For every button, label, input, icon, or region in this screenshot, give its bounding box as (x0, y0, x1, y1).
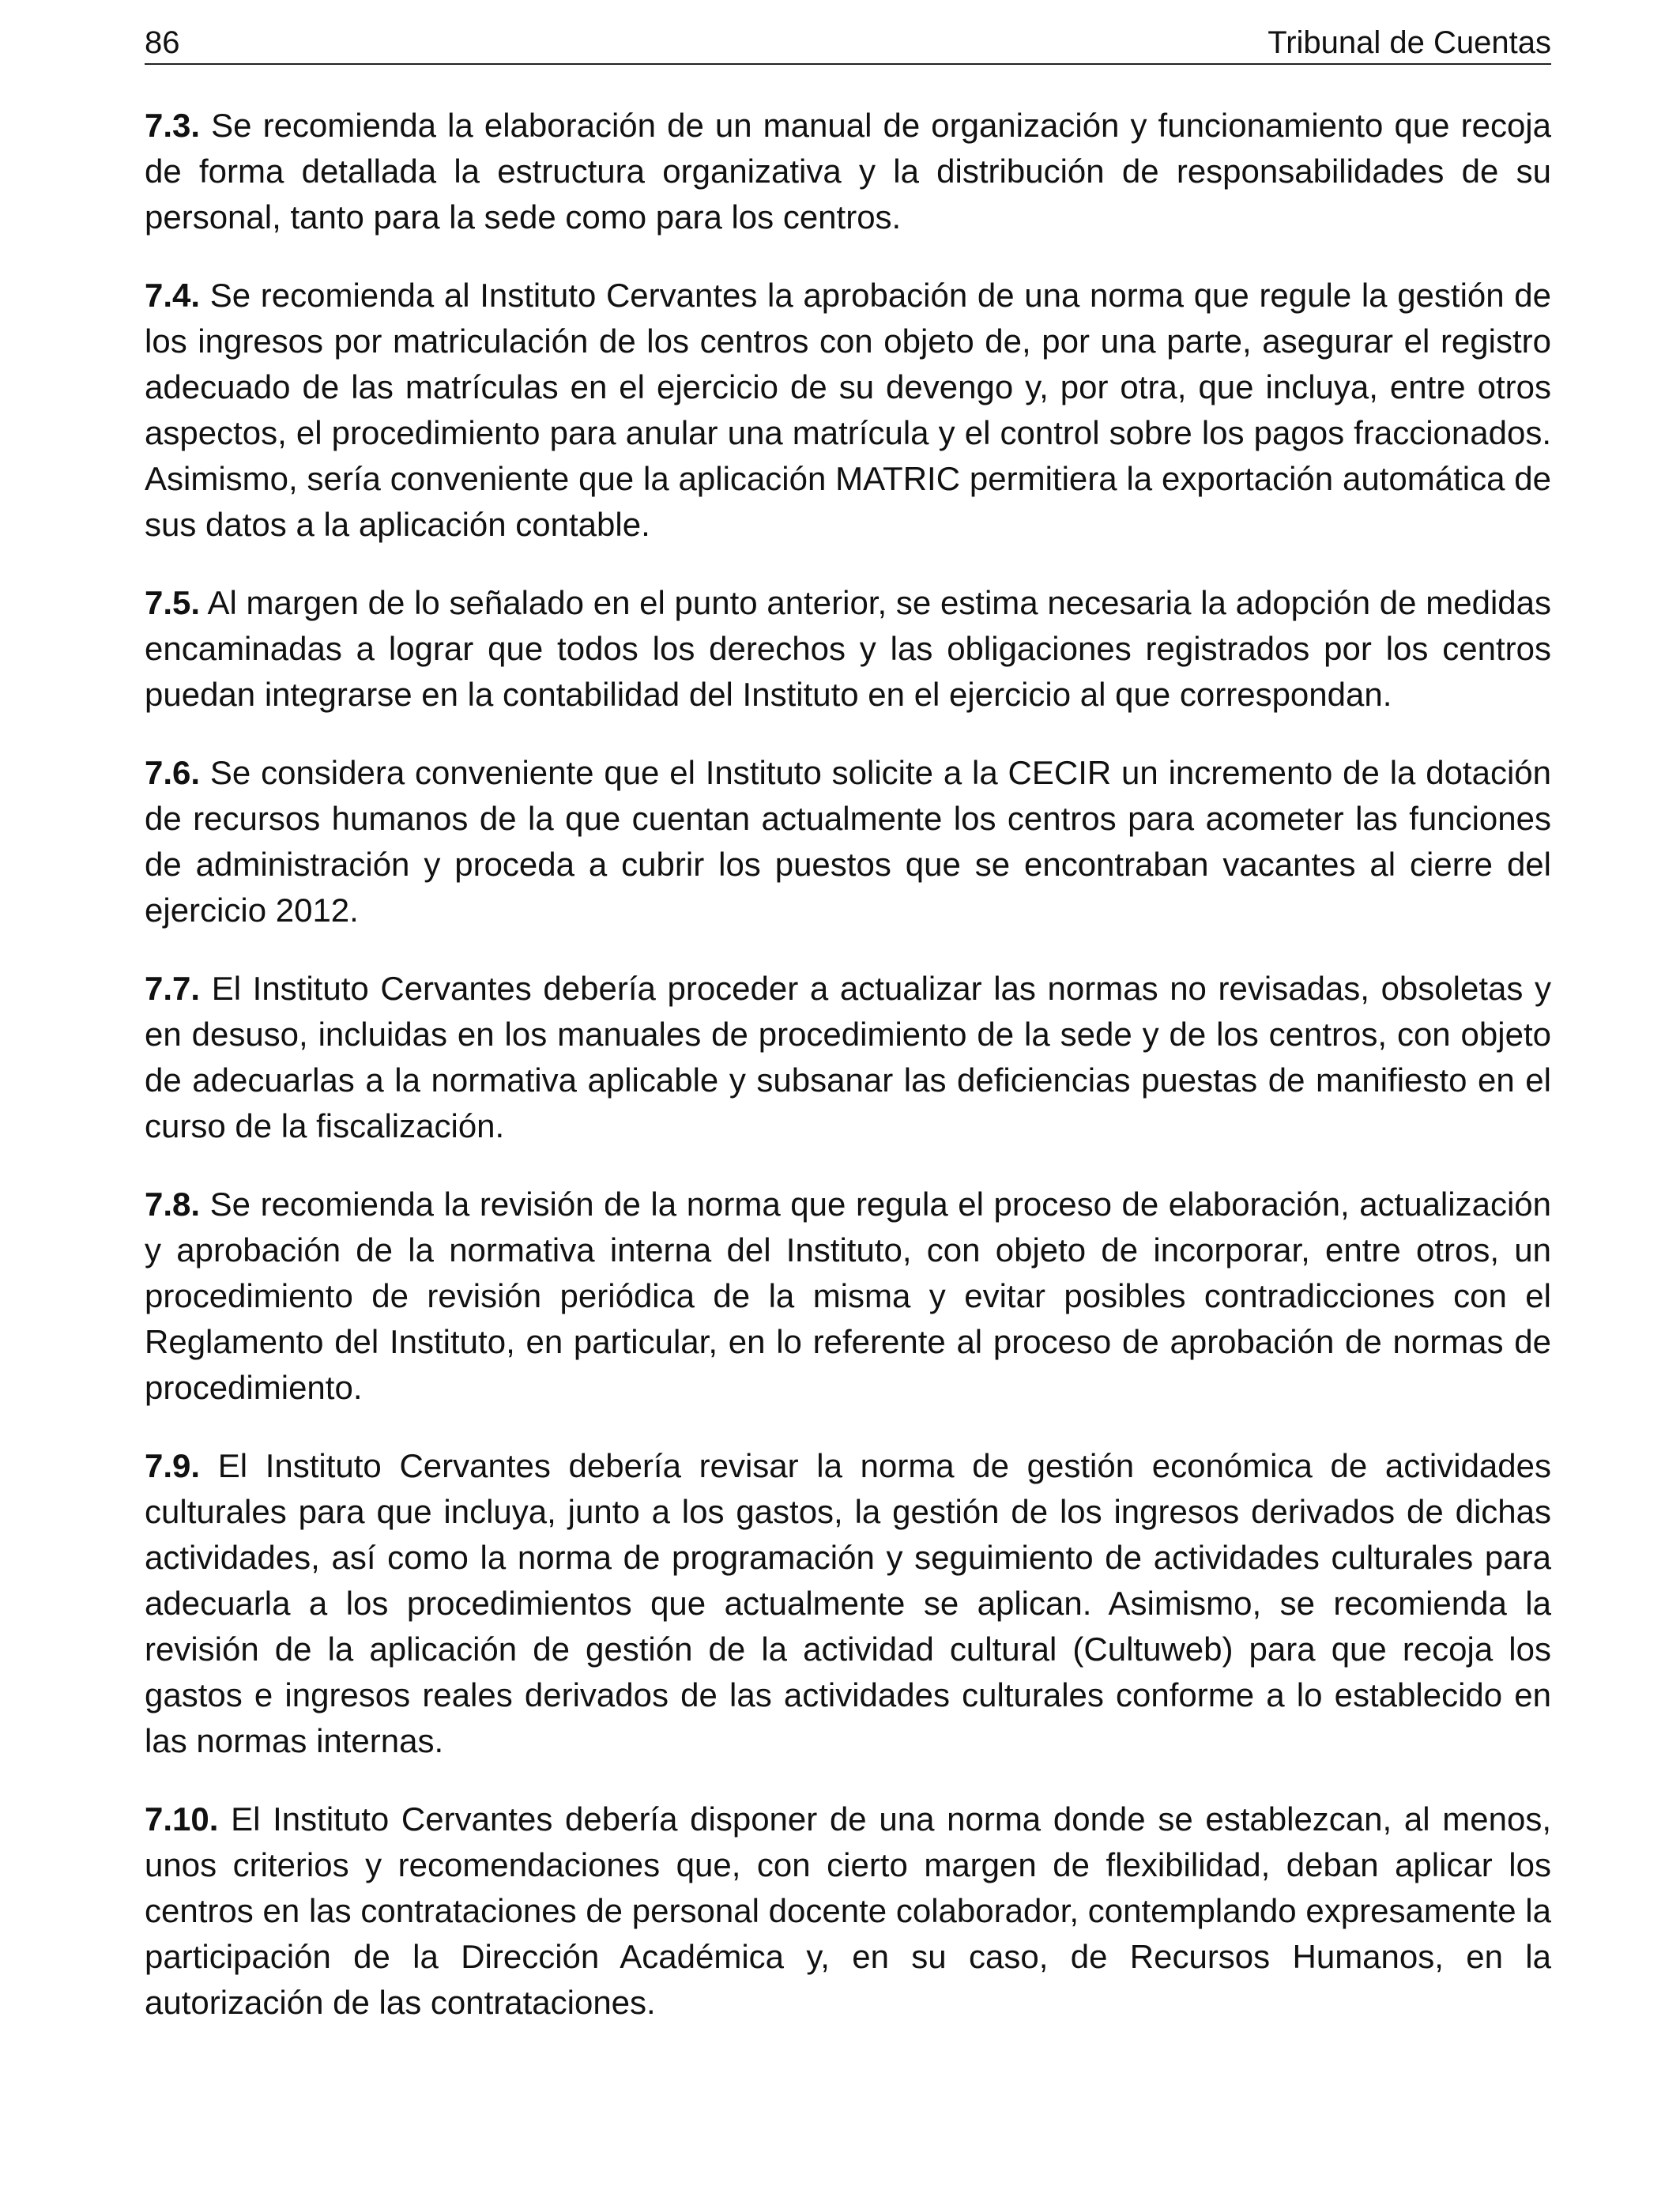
recommendation-7-5 (145, 580, 1551, 718)
recommendation-text: Se recomienda al Instituto Cervantes la aprobación de una norma que regule la gestión de los ingresos por matriculación de los centros con objeto de, por una parte, asegurar el registro adecuado de las matrículas en el ejercicio de su devengo y, por otra, que incluya, entre otros aspectos, el procedimiento para anular una matrícula y el control sobre los pagos fraccionados. Asimismo, sería conveniente que la aplicación MATRIC permitiera la exportación automática de sus datos a la aplicación contable. (145, 277, 1552, 543)
recommendation-7-9 (145, 1443, 1551, 1764)
recommendation-number: 7.6. (145, 754, 201, 791)
recommendation-7-10 (145, 1796, 1551, 2026)
recommendation-number: 7.3. (145, 107, 201, 144)
recommendation-text: El Instituto Cervantes debería disponer de una norma donde se establezcan, al menos, unos criterios y recomendaciones que, con cierto margen de flexibilidad, deban aplicar los centros en las contrataciones de personal docente colaborador, contemplando expresamente la participación de la Dirección Académica y, en su caso, de Recursos Humanos, en la autorización de las contrataciones. (145, 1800, 1551, 2021)
running-title: Tribunal de Cuentas (1268, 25, 1551, 60)
recommendation-text: El Instituto Cervantes debería proceder a actualizar las normas no revisadas, obsoletas y en desuso, incluidas en los manuales de procedimiento de la sede y de los centros, con objeto de adecuarlas a la normativa aplicable y subsanar las deficiencias puestas de manifiesto en el curso de la fiscalización. (145, 970, 1551, 1144)
recommendation-7-6 (145, 750, 1551, 933)
recommendation-number: 7.5. (145, 584, 201, 621)
recommendation-text: Se considera conveniente que el Instituto solicite a la CECIR un incremento de la dotación de recursos humanos de la que cuentan actualmente los centros para acometer las funciones de administración y proceda a cubrir los puestos que se encontraban vacantes al cierre del ejercicio 2012. (145, 754, 1552, 929)
recommendation-7-7 (145, 966, 1551, 1149)
recommendation-number: 7.9. (145, 1447, 201, 1484)
recommendation-7-3 (145, 103, 1551, 240)
recommendation-number: 7.4. (145, 277, 201, 314)
recommendation-text: Al margen de lo señalado en el punto anterior, se estima necesaria la adopción de medidas encaminadas a lograr que todos los derechos y las obligaciones registrados por los centros puedan integrarse en la contabilidad del Instituto en el ejercicio al que correspondan. (145, 584, 1551, 713)
recommendation-number: 7.8. (145, 1186, 201, 1223)
recommendation-text: Se recomienda la elaboración de un manual de organización y funcionamiento que recoja de forma detallada la estructura organizativa y la distribución de responsabilidades de su personal, tanto para la sede como para los centros. (145, 107, 1551, 236)
recommendation-number: 7.10. (145, 1800, 219, 1838)
recommendation-7-4 (145, 273, 1551, 548)
recommendations-list (145, 103, 1551, 2058)
page-number: 86 (145, 25, 180, 60)
recommendation-text: El Instituto Cervantes debería revisar la norma de gestión económica de actividades culturales para que incluya, junto a los gastos, la gestión de los ingresos derivados de dichas actividades, así como la norma de programación y seguimiento de actividades culturales para adecuarla a los procedimientos que actualmente se aplican. Asimismo, se recomienda la revisión de la aplicación de gestión de la actividad cultural (Cultuweb) para que recoja los gastos e ingresos reales derivados de las actividades culturales conforme a lo establecido en las normas internas. (145, 1447, 1551, 1759)
recommendation-7-8 (145, 1182, 1551, 1411)
page-header (145, 22, 1551, 65)
recommendation-number: 7.7. (145, 970, 201, 1007)
recommendation-text: Se recomienda la revisión de la norma que regula el proceso de elaboración, actualización y aprobación de la normativa interna del Instituto, con objeto de incorporar, entre otros, un procedimiento de revisión periódica de la misma y evitar posibles contradicciones con el Reglamento del Instituto, en particular, en lo referente al proceso de aprobación de normas de procedimiento. (145, 1186, 1552, 1406)
